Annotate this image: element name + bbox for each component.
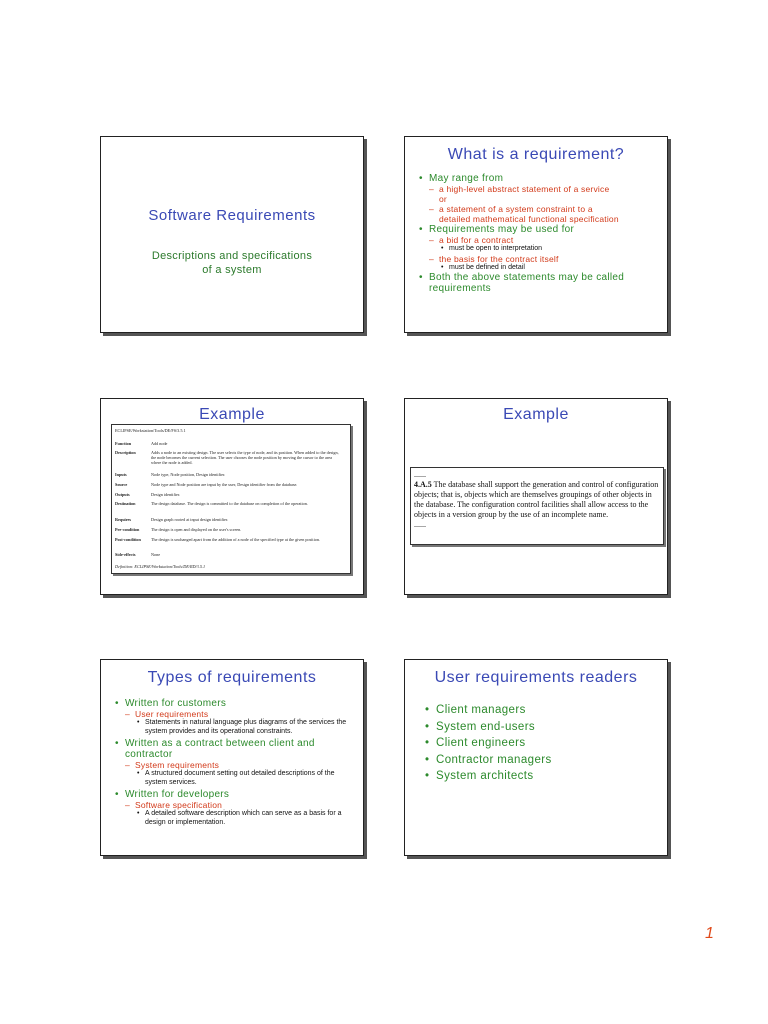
- requirement-text: 4.A.5 The database shall support the generation and control of configuration objects; that is, objects which are themselves groupings of other objects in the database. The configuration control facilities shall allow access to the objects in a version group by the use of an incomplete name.: [414, 480, 659, 519]
- slide-title: Example: [199, 406, 265, 423]
- bullet-list: [115, 698, 355, 827]
- bullet: • Written for customers: [115, 698, 355, 709]
- detail-bullet: • must be open to interpretation: [419, 245, 659, 254]
- table-row: Inputs Node type, Node position, Design identifier.: [115, 472, 226, 477]
- slide-what-is-requirement: [404, 136, 668, 333]
- slide-software-requirements: [100, 136, 364, 333]
- ellipsis-bottom: ......: [414, 520, 426, 529]
- table-row: Post-condition The design is unchanged apart from the addition of a node of the specified type at the given position.: [115, 537, 320, 542]
- detail-bullet: • must be defined in detail: [419, 264, 659, 273]
- requirement-id: 4.A.5: [414, 480, 432, 489]
- slide-subtitle: [101, 249, 363, 277]
- slide-example-text: [404, 398, 668, 595]
- bullet: • Both the above statements may be called requirements: [419, 272, 659, 294]
- slide-title: Software Requirements: [148, 207, 316, 224]
- detail-bullet: • A structured document setting out detailed descriptions of the system services.: [115, 770, 355, 787]
- sub-bullet: – a bid for a contract: [419, 235, 659, 245]
- slide-title: What is a requirement?: [447, 146, 625, 163]
- table-footer: Definition: ECLIPSE/Workstation/Tools/DE/RD/3.5.1: [115, 564, 206, 569]
- sub-bullet: – a statement of a system constraint to a detailed mathematical functional specification: [419, 204, 659, 224]
- list-item: • System architects: [425, 768, 552, 785]
- detail-bullet: • A detailed software description which can serve as a basis for a design or implementation.: [115, 810, 355, 827]
- list-item: • System end-users: [425, 719, 552, 736]
- slide-title: User requirements readers: [434, 669, 638, 686]
- detail-bullet: • Statements in natural language plus diagrams of the services the system provides and its operational constraints.: [115, 719, 355, 736]
- table-row: Pre-condition The design is open and displayed on the user's screen.: [115, 527, 242, 532]
- requirement-box: [410, 467, 664, 545]
- sub-bullet: – User requirements: [115, 709, 355, 719]
- sub-bullet: – Software specification: [115, 800, 355, 810]
- sub-bullet: – the basis for the contract itself: [419, 254, 659, 264]
- ellipsis-top: ......: [414, 470, 426, 479]
- list-item: • Client managers: [425, 702, 552, 719]
- spec-table: [111, 424, 351, 574]
- table-row: Requires Design graph rooted at input design identifier.: [115, 517, 229, 522]
- bullet-list: [419, 173, 659, 294]
- subtitle-line: Descriptions and specifications: [151, 250, 313, 262]
- subtitle-line: of a system: [202, 264, 262, 276]
- slide-title: Types of requirements: [147, 669, 317, 686]
- table-row: Outputs Design identifier.: [115, 492, 181, 497]
- bullet-list: [425, 702, 552, 785]
- table-row: Function Add node: [115, 441, 168, 446]
- list-item: • Client engineers: [425, 735, 552, 752]
- table-row: Source Node type and Node position are input by the user, Design identifier from the database.: [115, 482, 298, 487]
- table-row: Description Adds a node to an existing design. The user selects the type of node, and its position. When added to the design, the node becomes the current selection. The user chooses the node position by moving the cursor to the area where the node is added.: [115, 450, 339, 465]
- bullet: • Requirements may be used for: [419, 224, 659, 235]
- list-item: • Contractor managers: [425, 752, 552, 769]
- slide-types-of-requirements: [100, 659, 364, 856]
- slide-user-requirements-readers: [404, 659, 668, 856]
- table-row: Destination The design database. The design is committed to the database on completion of the operation.: [115, 501, 308, 506]
- bullet: • Written for developers: [115, 789, 355, 800]
- page-number: 1: [705, 925, 714, 942]
- bullet: • Written as a contract between client and contractor: [115, 738, 355, 760]
- table-row: Side-effects None: [115, 552, 161, 557]
- sub-bullet: – System requirements: [115, 760, 355, 770]
- bullet: • May range from: [419, 173, 659, 184]
- table-header: ECLIPSE/Workstation/Tools/DE/FS/3.5.1: [115, 428, 186, 433]
- slide-example-table: [100, 398, 364, 595]
- sub-bullet: – a high-level abstract statement of a service or: [419, 184, 659, 204]
- slide-title: Example: [503, 406, 569, 423]
